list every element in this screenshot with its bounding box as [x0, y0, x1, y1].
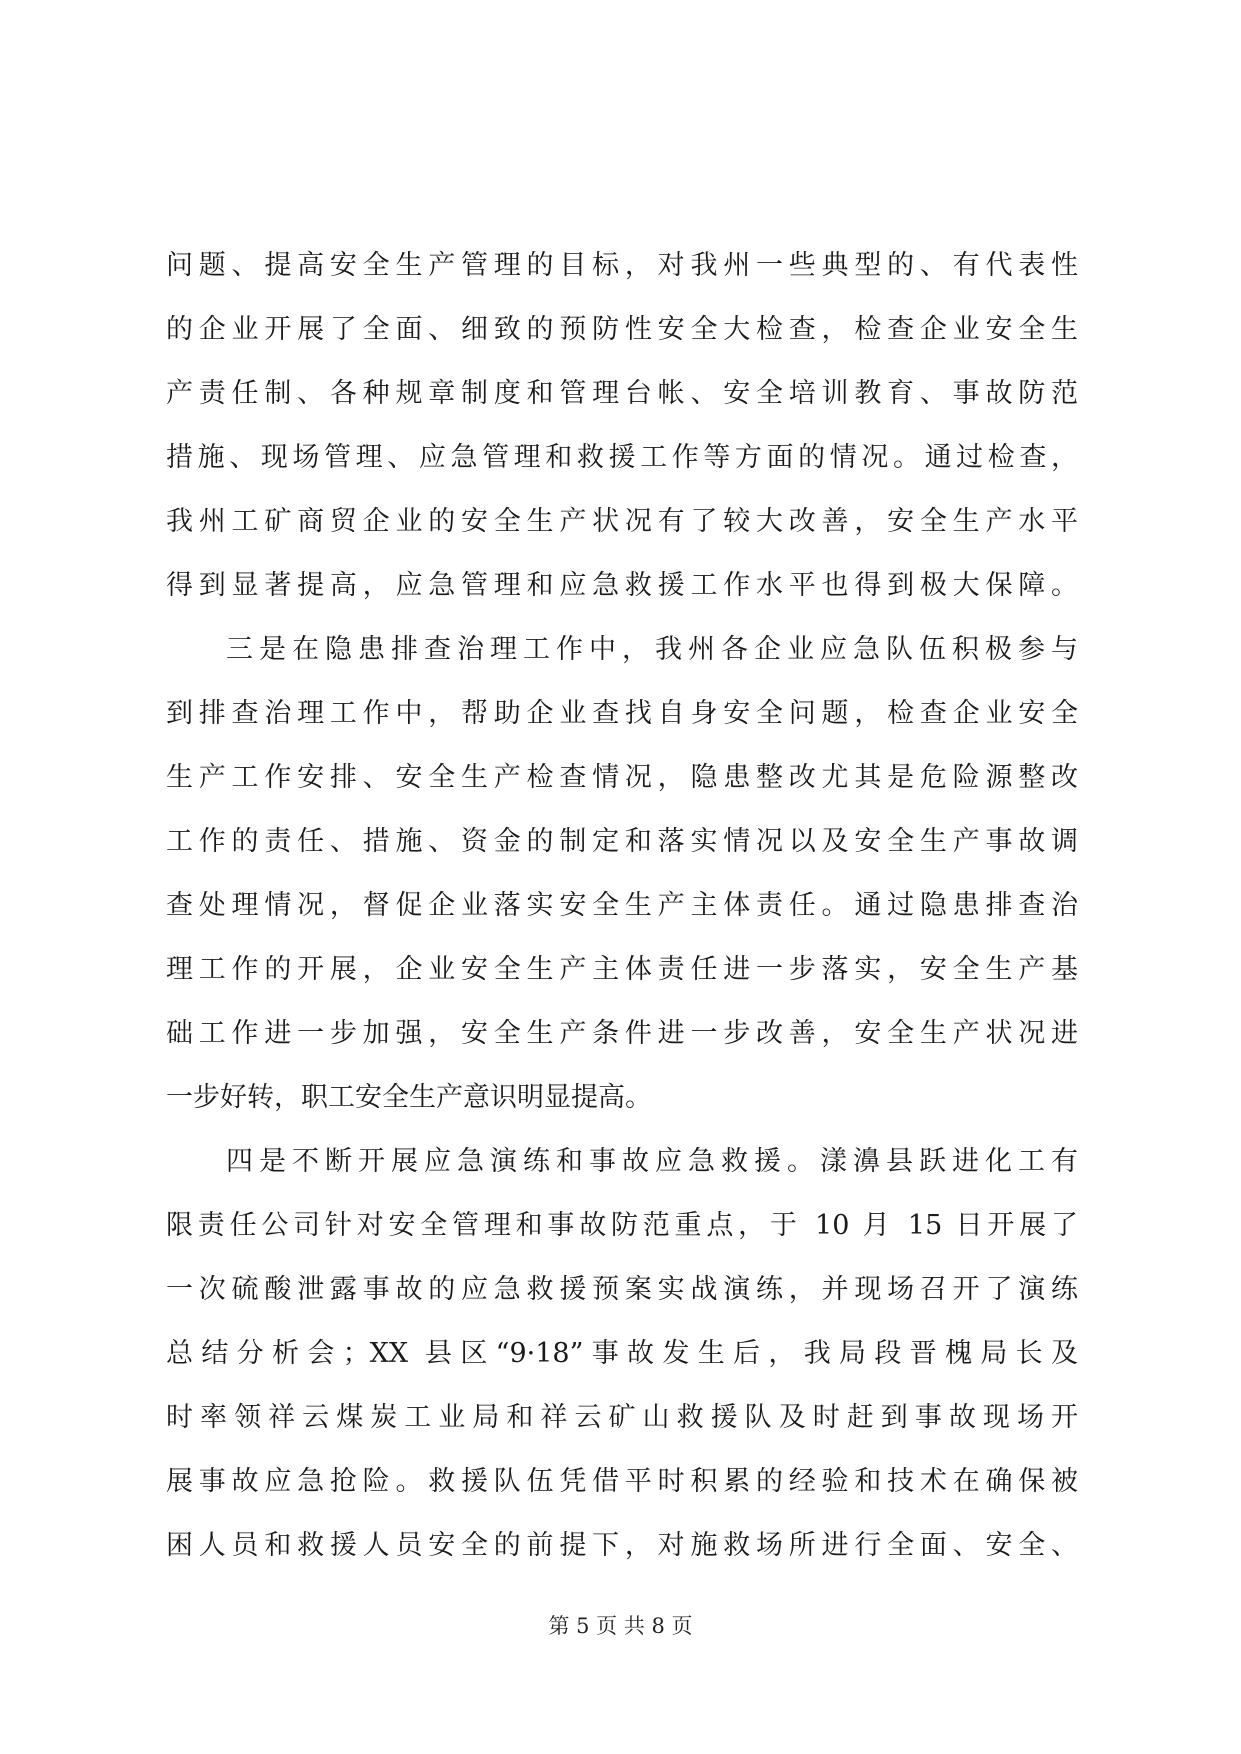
text-line: 到排查治理工作中，帮助企业查找自身安全问题，检查企业安全	[166, 698, 1078, 729]
text-line: 总结分析会；XX 县区“9·18”事故发生后，我局段晋槐局长及	[166, 1338, 1078, 1369]
text-line: 产责任制、各种规章制度和管理台帐、安全培训教育、事故防范	[166, 378, 1078, 409]
text-line: 我州工矿商贸企业的安全生产状况有了较大改善，安全生产水平	[166, 506, 1078, 537]
text-line: 展事故应急抢险。救援队伍凭借平时积累的经验和技术在确保被	[166, 1466, 1078, 1497]
page-footer	[0, 1612, 1241, 1640]
text-line: 困人员和救援人员安全的前提下，对施救场所进行全面、安全、	[166, 1530, 1078, 1561]
text-line: 生产工作安排、安全生产检查情况，隐患整改尤其是危险源整改	[166, 762, 1078, 793]
text-line: 的企业开展了全面、细致的预防性安全大检查，检查企业安全生	[166, 314, 1078, 345]
text-line: 一次硫酸泄露事故的应急救援预案实战演练，并现场召开了演练	[166, 1274, 1078, 1305]
paragraph-first-line: 三是在隐患排查治理工作中，我州各企业应急队伍积极参与	[226, 634, 1078, 665]
text-line: 础工作进一步加强，安全生产条件进一步改善，安全生产状况进	[166, 1018, 1078, 1049]
text-line: 时率领祥云煤炭工业局和祥云矿山救援队及时赶到事故现场开	[166, 1402, 1078, 1433]
text-line: 得到显著提高，应急管理和应急救援工作水平也得到极大保障。	[166, 570, 1078, 601]
text-line: 限责任公司针对安全管理和事故防范重点，于 10 月 15 日开展了	[166, 1210, 1078, 1241]
text-line: 理工作的开展，企业安全生产主体责任进一步落实，安全生产基	[166, 954, 1078, 985]
text-line: 工作的责任、措施、资金的制定和落实情况以及安全生产事故调	[166, 826, 1078, 857]
paragraph-first-line: 四是不断开展应急演练和事故应急救援。漾濞县跃进化工有	[226, 1146, 1078, 1177]
text-line: 查处理情况，督促企业落实安全生产主体责任。通过隐患排查治	[166, 890, 1078, 921]
page-number: 第 5 页 共 8 页	[548, 1614, 693, 1638]
text-line: 问题、提高安全生产管理的目标，对我州一些典型的、有代表性	[166, 250, 1078, 281]
document-body	[166, 234, 1078, 1578]
text-line: 措施、现场管理、应急管理和救援工作等方面的情况。通过检查，	[166, 442, 1078, 473]
paragraph-last-line: 一步好转，职工安全生产意识明显提高。	[166, 1082, 652, 1113]
